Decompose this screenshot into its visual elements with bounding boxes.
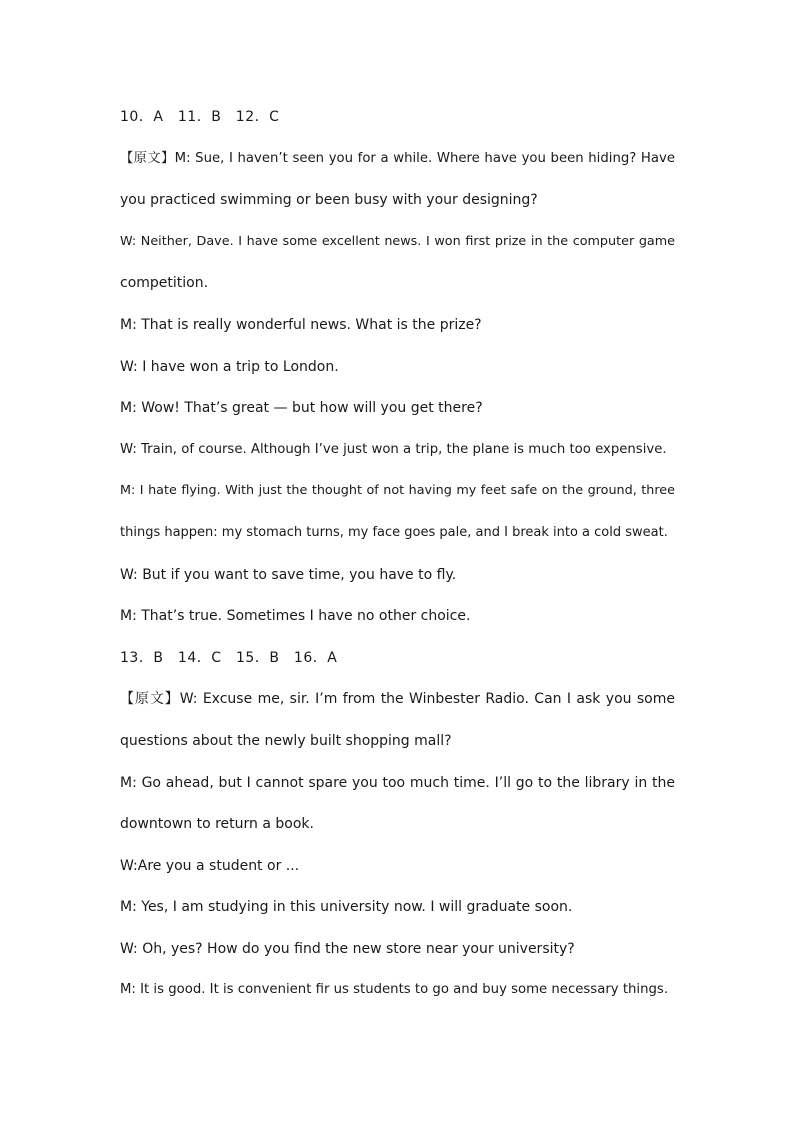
- transcript-line: 【原文】W: Excuse me, sir. I’m from the Winbester Radio. Can I ask you some: [120, 691, 675, 708]
- transcript-line: W: I have won a trip to London.: [120, 358, 339, 375]
- transcript-line: M: Yes, I am studying in this university now. I will graduate soon.: [120, 899, 573, 916]
- transcript-line: M: That is really wonderful news. What is the prize?: [120, 316, 482, 333]
- transcript-line: M: That’s true. Sometimes I have no other choice.: [120, 608, 471, 625]
- transcript-line: you practiced swimming or been busy with your designing?: [120, 192, 538, 209]
- transcript-line: W: Oh, yes? How do you find the new store near your university?: [120, 940, 575, 957]
- document-page: [120, 105, 675, 1020]
- transcript-line: W: Train, of course. Although I’ve just won a trip, the plane is much too expensive.: [120, 441, 667, 457]
- transcript-line: competition.: [120, 275, 209, 292]
- transcript-line: M: Wow! That’s great — but how will you get there?: [120, 400, 483, 417]
- transcript-line: M: It is good. It is convenient fir us students to go and buy some necessary things.: [120, 982, 669, 998]
- transcript-line: M: Go ahead, but I cannot spare you too much time. I’ll go to the library in the: [120, 774, 675, 791]
- transcript-line: W: But if you want to save time, you have to fly.: [120, 566, 457, 583]
- answer-key-line: 13．B 14．C 15．B 16．A: [120, 649, 338, 666]
- transcript-line: W: Neither, Dave. I have some excellent news. I won first prize in the computer game: [120, 233, 675, 249]
- transcript-line: 【原文】M: Sue, I haven’t seen you for a while. Where have you been hiding? Have: [120, 150, 675, 166]
- answer-key-line: 10．A 11．B 12．C: [120, 109, 280, 125]
- transcript-line: things happen: my stomach turns, my face goes pale, and I break into a cold sweat.: [120, 524, 668, 540]
- transcript-line: W:Are you a student or ...: [120, 857, 300, 874]
- transcript-line: M: I hate flying. With just the thought of not having my feet safe on the ground, three: [120, 483, 675, 499]
- transcript-line: downtown to return a book.: [120, 816, 314, 833]
- transcript-line: questions about the newly built shopping mall?: [120, 732, 452, 749]
